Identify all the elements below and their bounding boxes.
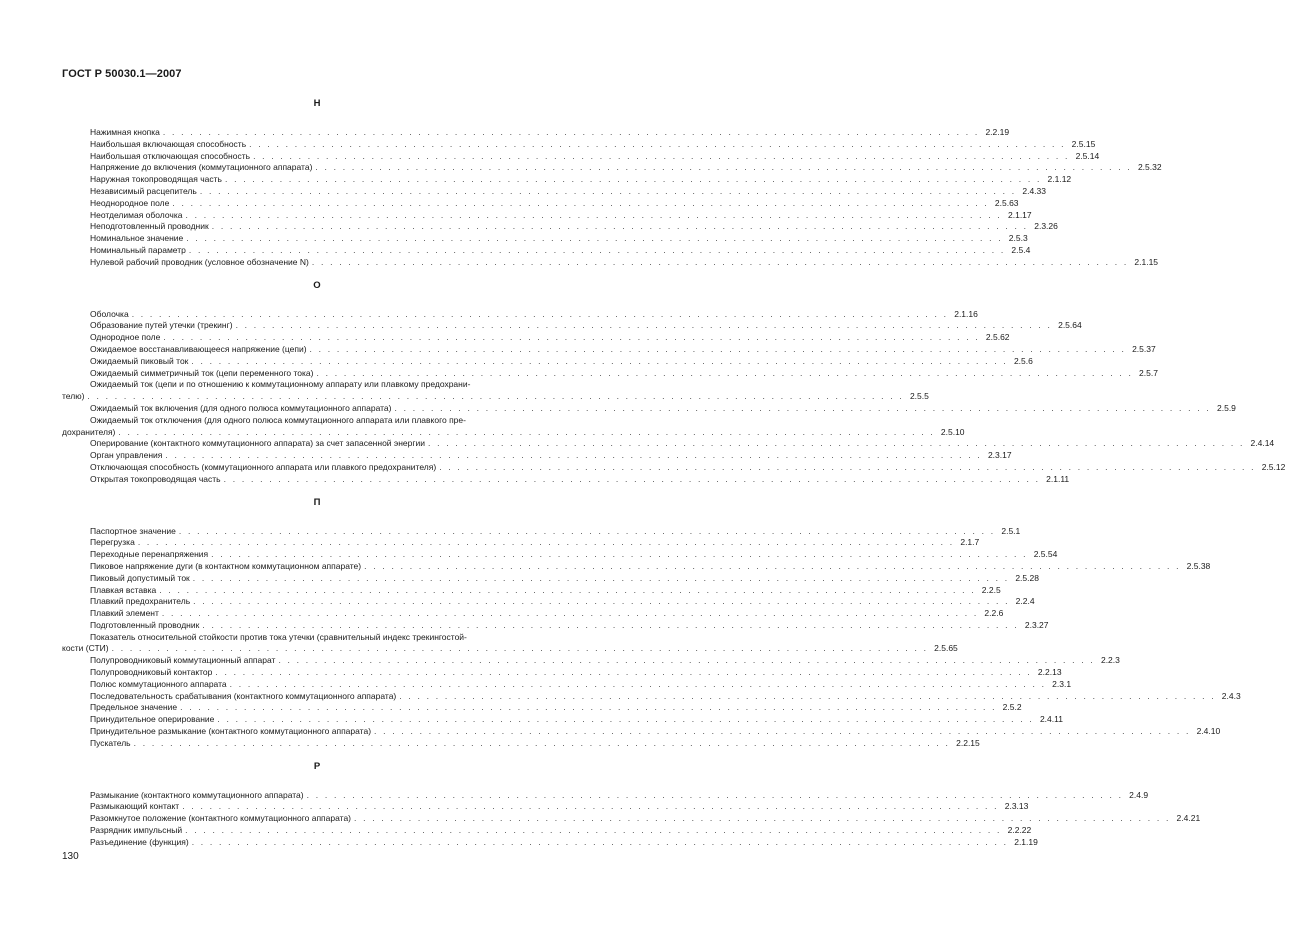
entry-term: Плавкий предохранитель	[90, 596, 191, 607]
entry-reference: 2.5.64	[1058, 320, 1082, 331]
entry-reference: 2.5.54	[1033, 549, 1058, 560]
leader-dots: . . . . . . . . . . . . . . . . . . . . . . . . . . . . . . . . . . . . . . . . . . . . . . . . . . . . . . . . . . . . . . . . . . . . . . . . . . . . . . . . . . . . . . . . . .	[178, 525, 996, 536]
index-entry	[62, 631, 958, 656]
entry-reference: 2.5.10	[940, 426, 965, 437]
entry-reference: 2.5.9	[1217, 402, 1236, 413]
leader-dots: . . . . . . . . . . . . . . . . . . . . . . . . . . . . . . . . . . . . . . . . . . . . . . . . . . . . . . . . . . . . . . . . . . . . . . . . . . . . . . . . . . . . . . . . . .	[211, 549, 1028, 560]
entry-term: Неоднородное поле	[90, 197, 170, 208]
leader-dots: . . . . . . . . . . . . . . . . . . . . . . . . . . . . . . . . . . . . . . . . . . . . . . . . . . . . . . . . . . . . . . . . . . . . . . . . . . . . . . . . . . . . . . . . . .	[159, 584, 976, 595]
entry-term: Разъединение (функция)	[90, 836, 189, 847]
leader-dots: . . . . . . . . . . . . . . . . . . . . . . . . . . . . . . . . . . . . . . . . . . . . . . . . . . . . . . . . . . . . . . . . . . . . . . . . . . . . . . . . . . . . . . . . . .	[223, 473, 1041, 484]
alphabetical-index	[62, 93, 1286, 859]
leader-dots: . . . . . . . . . . . . . . . . . . . . . . . . . . . . . . . . . . . . . . . . . . . . . . . . . . . . . . . . . . . . . . . . . . . . . . . . . . . . . . . . . . . . . . . . . .	[191, 355, 1008, 366]
leader-dots: . . . . . . . . . . . . . . . . . . . . . . . . . . . . . . . . . . . . . . . . . . . . . . . . . . . . . . . . . . . . . . . . . . . . . . . . . . . . . . . . . . . . . . . . . .	[211, 221, 1029, 232]
index-entry	[62, 185, 1046, 198]
entry-term: телю)	[62, 391, 85, 402]
entry-reference: 2.1.16	[954, 308, 978, 319]
entry-reference: 2.1.12	[1047, 174, 1072, 185]
leader-dots: . . . . . . . . . . . . . . . . . . . . . . . . . . . . . . . . . . . . . . . . . . . . . . . . . . . . . . . . . . . . . . . . . . . . . . . . . . . . . . . . . . . . . . . . . .	[202, 619, 1019, 630]
entry-term: Образование путей утечки (трекинг)	[90, 320, 233, 331]
leader-dots: . . . . . . . . . . . . . . . . . . . . . . . . . . . . . . . . . . . . . . . . . . . . . . . . . . . . . . . . . . . . . . . . . . . . . . . . . . . . . . . . . . . . . . . . . .	[186, 233, 1003, 244]
entry-term: Предельное значение	[90, 702, 178, 713]
entry-term: Наружная токопроводящая часть	[90, 174, 222, 185]
index-entry	[62, 655, 1120, 667]
entry-term: Пиковое напряжение дуги (в контактном коммутационном аппарате)	[90, 560, 362, 571]
entry-reference: 2.3.13	[1004, 801, 1029, 812]
leader-dots: . . . . . . . . . . . . . . . . . . . . . . . . . . . . . . . . . . . . . . . . . . . . . . . . . . . . . . . . . . . . . . . . . . . . . . . . . . . . . . . . . . . . . . . . . .	[191, 836, 1009, 847]
index-entry	[62, 596, 1035, 608]
leader-dots: . . . . . . . . . . . . . . . . . . . . . . . . . . . . . . . . . . . . . . . . . . . . . . . . . . . . . . . . . . . . . . . . . . . . . . . . . . . . . . . . . . . . . . . . . .	[235, 320, 1053, 331]
index-entry	[62, 678, 1072, 691]
index-entry	[62, 726, 1221, 738]
entry-term: Наибольшая отключающая способность	[90, 150, 251, 161]
index-entry	[62, 619, 1049, 632]
entry-reference: 2.5.28	[1015, 572, 1039, 583]
entry-term: Размыкание (контактного коммутационного аппарата)	[90, 789, 304, 800]
entry-reference: 2.5.65	[934, 643, 958, 654]
entry-reference: 2.1.19	[1014, 836, 1038, 847]
entry-reference: 2.5.5	[909, 391, 929, 402]
entry-reference: 2.5.63	[994, 197, 1019, 208]
entry-reference: 2.4.3	[1221, 690, 1241, 701]
entry-term: Ожидаемый пиковый ток	[90, 355, 189, 366]
index-section	[62, 279, 1286, 486]
leader-dots: . . . . . . . . . . . . . . . . . . . . . . . . . . . . . . . . . . . . . . . . . . . . . . . . . . . . . . . . . . . . . . . . . . . . . . . . . . . . . . . . . . . . . . . . . .	[316, 367, 1134, 378]
entry-term: Номинальный параметр	[90, 244, 186, 255]
index-entry	[62, 667, 1062, 679]
index-entry	[62, 197, 1019, 210]
leader-dots: . . . . . . . . . . . . . . . . . . . . . . . . . . . . . . . . . . . . . . . . . . . . . . . . . . . . . . . . . . . . . . . . . . . . . . . . . . . . . . . . . . . . . . . . . .	[133, 737, 951, 748]
leader-dots: . . . . . . . . . . . . . . . . . . . . . . . . . . . . . . . . . . . . . . . . . . . . . . . . . . . . . . . . . . . . . . . . . . . . . . . . . . . . . . . . . . . . . . . . . .	[309, 343, 1127, 354]
entry-term: Разомкнутое положение (контактного коммутационного аппарата)	[90, 813, 352, 824]
entry-continuation	[62, 426, 965, 439]
entry-reference: 2.2.6	[984, 608, 1004, 619]
entry-reference: 2.2.4	[1015, 596, 1035, 607]
entry-reference: 2.5.37	[1132, 343, 1156, 354]
entry-term: Пиковый допустимый ток	[90, 572, 190, 583]
entry-term: Плавкая вставка	[90, 584, 157, 595]
leader-dots: . . . . . . . . . . . . . . . . . . . . . . . . . . . . . . . . . . . . . . . . . . . . . . . . . . . . . . . . . . . . . . . . . . . . . . . . . . . . . . . . . . . . . . . . . .	[374, 726, 1191, 737]
index-entry	[62, 343, 1156, 356]
index-entry	[62, 355, 1033, 368]
entry-term: Наибольшая включающая способность	[90, 138, 247, 149]
index-entry	[62, 789, 1149, 802]
entry-reference: 2.4.33	[1022, 185, 1046, 196]
index-entry	[62, 127, 1010, 139]
entry-reference: 2.5.38	[1186, 560, 1211, 571]
entry-term: Перегрузка	[90, 537, 135, 548]
leader-dots: . . . . . . . . . . . . . . . . . . . . . . . . . . . . . . . . . . . . . . . . . . . . . . . . . . . . . . . . . . . . . . . . . . . . . . . . . . . . . . . . . . . . . . . . . .	[185, 209, 1002, 220]
entry-reference: 2.2.3	[1100, 655, 1120, 666]
leader-dots: . . . . . . . . . . . . . . . . . . . . . . . . . . . . . . . . . . . . . . . . . . . . . . . . . . . . . . . . . . . . . . . . . . . . . . . . . . . . . . . . . . . . . . . . . .	[180, 702, 997, 713]
index-entry	[62, 308, 978, 321]
entry-reference: 2.5.1	[1001, 525, 1021, 536]
index-entry	[62, 244, 1031, 257]
entry-reference: 2.3.17	[987, 450, 1012, 461]
index-section	[62, 496, 1241, 750]
index-entry	[62, 572, 1039, 585]
entry-term-line: Показатель относительной стойкости против тока утечки (сравнительный индекс трекингостой-	[90, 631, 467, 642]
leader-dots: . . . . . . . . . . . . . . . . . . . . . . . . . . . . . . . . . . . . . . . . . . . . . . . . . . . . . . . . . . . . . . . . . . . . . . . . . . . . . . . . . . . . . . . . . .	[162, 127, 980, 137]
entry-term: Ожидаемое восстанавливающееся напряжение (цепи)	[90, 343, 307, 354]
leader-dots: . . . . . . . . . . . . . . . . . . . . . . . . . . . . . . . . . . . . . . . . . . . . . . . . . . . . . . . . . . . . . . . . . . . . . . . . . . . . . . . . . . . . . . . . . .	[364, 560, 1181, 571]
index-entry	[62, 702, 1022, 714]
leader-dots: . . . . . . . . . . . . . . . . . . . . . . . . . . . . . . . . . . . . . . . . . . . . . . . . . . . . . . . . . . . . . . . . . . . . . . . . . . . . . . . . . . . . . . . . . .	[131, 308, 949, 319]
entry-term: Независимый расцепитель	[90, 185, 197, 196]
index-entry	[62, 438, 1275, 450]
leader-dots: . . . . . . . . . . . . . . . . . . . . . . . . . . . . . . . . . . . . . . . . . . . . . . . . . . . . . . . . . . . . . . . . . . . . . . . . . . . . . . . . . . . . . . . . . .	[354, 813, 1171, 824]
leader-dots: . . . . . . . . . . . . . . . . . . . . . . . . . . . . . . . . . . . . . . . . . . . . . . . . . . . . . . . . . . . . . . . . . . . . . . . . . . . . . . . . . . . . . . . . . .	[87, 391, 904, 402]
leader-dots: . . . . . . . . . . . . . . . . . . . . . . . . . . . . . . . . . . . . . . . . . . . . . . . . . . . . . . . . . . . . . . . . . . . . . . . . . . . . . . . . . . . . . . . . . .	[193, 596, 1010, 607]
entry-term: Открытая токопроводящая часть	[90, 473, 221, 484]
leader-dots: . . . . . . . . . . . . . . . . . . . . . . . . . . . . . . . . . . . . . . . . . . . . . . . . . . . . . . . . . . . . . . . . . . . . . . . . . . . . . . . . . . . . . . . . . .	[253, 150, 1070, 161]
entry-term: Полупроводниковый контактор	[90, 667, 213, 678]
entry-term: Номинальное значение	[90, 233, 184, 244]
entry-reference: 2.1.15	[1134, 256, 1159, 267]
index-entry	[62, 825, 1032, 837]
entry-term: Нажимная кнопка	[90, 127, 160, 137]
leader-dots: . . . . . . . . . . . . . . . . . . . . . . . . . . . . . . . . . . . . . . . . . . . . . . . . . . . . . . . . . . . . . . . . . . . . . . . . . . . . . . . . . . . . . . . . . .	[439, 461, 1256, 472]
entry-term-line: Ожидаемый ток отключения (для одного полюса коммутационного аппарата или плавкого пре-	[90, 414, 466, 425]
index-section	[62, 760, 1201, 849]
index-entry	[62, 221, 1058, 233]
leader-dots: . . . . . . . . . . . . . . . . . . . . . . . . . . . . . . . . . . . . . . . . . . . . . . . . . . . . . . . . . . . . . . . . . . . . . . . . . . . . . . . . . . . . . . . . . .	[172, 197, 989, 208]
entry-term: Оперирование (контактного коммутационного аппарата) за счет запасенной энергии	[90, 438, 425, 449]
leader-dots: . . . . . . . . . . . . . . . . . . . . . . . . . . . . . . . . . . . . . . . . . . . . . . . . . . . . . . . . . . . . . . . . . . . . . . . . . . . . . . . . . . . . . . . . . .	[215, 667, 1032, 678]
leader-dots: . . . . . . . . . . . . . . . . . . . . . . . . . . . . . . . . . . . . . . . . . . . . . . . . . . . . . . . . . . . . . . . . . . . . . . . . . . . . . . . . . . . . . . . . . .	[428, 438, 1245, 449]
entry-reference: 2.3.27	[1024, 619, 1049, 630]
entry-term: дохранителя)	[62, 426, 116, 437]
entry-reference: 2.5.12	[1261, 461, 1286, 472]
entry-reference: 2.1.7	[960, 537, 980, 548]
leader-dots: . . . . . . . . . . . . . . . . . . . . . . . . . . . . . . . . . . . . . . . . . . . . . . . . . . . . . . . . . . . . . . . . . . . . . . . . . . . . . . . . . . . . . . . . . .	[199, 185, 1017, 196]
entry-term: Однородное поле	[90, 332, 161, 343]
index-entry	[62, 525, 1021, 538]
index-entry	[62, 537, 980, 549]
entry-reference: 2.4.10	[1196, 726, 1221, 737]
index-entry	[62, 801, 1029, 813]
entry-term: Отключающая способность (коммутационного аппарата или плавкого предохранителя)	[90, 461, 437, 472]
entry-reference: 2.5.4	[1011, 244, 1031, 255]
index-entry	[62, 450, 1012, 462]
index-entry	[62, 549, 1058, 561]
entry-reference: 2.4.21	[1176, 813, 1201, 824]
entry-term: Оболочка	[90, 308, 129, 319]
entry-term: Полюс коммутационного аппарата	[90, 678, 227, 689]
index-entry	[62, 714, 1063, 726]
entry-term: Ожидаемый ток включения (для одного полюса коммутационного аппарата)	[90, 402, 392, 413]
entry-reference: 2.1.11	[1046, 473, 1070, 484]
index-entry	[62, 690, 1241, 703]
index-entry	[62, 162, 1162, 174]
index-entry	[62, 379, 929, 403]
entry-term: Неподготовленный проводник	[90, 221, 209, 232]
leader-dots: . . . . . . . . . . . . . . . . . . . . . . . . . . . . . . . . . . . . . . . . . . . . . . . . . . . . . . . . . . . . . . . . . . . . . . . . . . . . . . . . . . . . . . . . . .	[161, 608, 979, 619]
index-entry	[62, 332, 1010, 344]
entry-reference: 2.5.14	[1075, 150, 1100, 161]
index-entry	[62, 584, 1001, 597]
entry-term: Принудительное оперирование	[90, 714, 215, 725]
entry-term: Последовательность срабатывания (контактного коммутационного аппарата)	[90, 690, 397, 701]
index-entry	[62, 367, 1158, 380]
index-entry	[62, 836, 1038, 849]
entry-continuation	[62, 643, 958, 655]
index-entry	[62, 473, 1070, 486]
leader-dots: . . . . . . . . . . . . . . . . . . . . . . . . . . . . . . . . . . . . . . . . . . . . . . . . . . . . . . . . . . . . . . . . . . . . . . . . . . . . . . . . . . . . . . . . . .	[163, 332, 980, 343]
leader-dots: . . . . . . . . . . . . . . . . . . . . . . . . . . . . . . . . . . . . . . . . . . . . . . . . . . . . . . . . . . . . . . . . . . . . . . . . . . . . . . . . . . . . . . . . . .	[278, 655, 1095, 666]
entry-term: Полупроводниковый коммутационный аппарат	[90, 655, 276, 666]
entry-reference: 2.2.13	[1037, 667, 1062, 678]
entry-reference: 2.2.22	[1007, 825, 1032, 836]
leader-dots: . . . . . . . . . . . . . . . . . . . . . . . . . . . . . . . . . . . . . . . . . . . . . . . . . . . . . . . . . . . . . . . . . . . . . . . . . . . . . . . . . . . . . . . . . .	[224, 174, 1042, 185]
entry-reference: 2.2.15	[956, 737, 980, 748]
entry-term: Паспортное значение	[90, 525, 176, 536]
entry-term: Плавкий элемент	[90, 608, 159, 619]
leader-dots: . . . . . . . . . . . . . . . . . . . . . . . . . . . . . . . . . . . . . . . . . . . . . . . . . . . . . . . . . . . . . . . . . . . . . . . . . . . . . . . . . . . . . . . . . .	[111, 643, 929, 654]
entry-reference: 2.1.17	[1008, 209, 1032, 220]
entry-term: Пускатель	[90, 737, 131, 748]
entry-reference: 2.3.1	[1052, 678, 1072, 689]
standard-title: ГОСТ Р 50030.1—2007	[62, 68, 182, 80]
entry-reference: 2.5.2	[1002, 702, 1022, 713]
leader-dots: . . . . . . . . . . . . . . . . . . . . . . . . . . . . . . . . . . . . . . . . . . . . . . . . . . . . . . . . . . . . . . . . . . . . . . . . . . . . . . . . . . . . . . . . . .	[394, 402, 1211, 413]
leader-dots: . . . . . . . . . . . . . . . . . . . . . . . . . . . . . . . . . . . . . . . . . . . . . . . . . . . . . . . . . . . . . . . . . . . . . . . . . . . . . . . . . . . . . . . . . .	[217, 714, 1034, 725]
entry-term: Неотделимая оболочка	[90, 209, 183, 220]
index-entry	[62, 737, 980, 750]
index-entry	[62, 138, 1096, 151]
leader-dots: . . . . . . . . . . . . . . . . . . . . . . . . . . . . . . . . . . . . . . . . . . . . . . . . . . . . . . . . . . . . . . . . . . . . . . . . . . . . . . . . . . . . . . . . . .	[118, 426, 935, 437]
entry-term-line: Ожидаемый ток (цепи и по отношению к коммутационному аппарату или плавкому предохрани-	[90, 379, 471, 390]
index-entry	[62, 233, 1028, 245]
page-number: 130	[62, 851, 79, 862]
entry-term: Принудительное размыкание (контактного коммутационного аппарата)	[90, 726, 372, 737]
section-letter: П	[313, 496, 321, 508]
index-entry	[62, 320, 1082, 332]
leader-dots: . . . . . . . . . . . . . . . . . . . . . . . . . . . . . . . . . . . . . . . . . . . . . . . . . . . . . . . . . . . . . . . . . . . . . . . . . . . . . . . . . . . . . . . . . .	[399, 690, 1216, 701]
section-letter: Н	[313, 98, 321, 109]
leader-dots: . . . . . . . . . . . . . . . . . . . . . . . . . . . . . . . . . . . . . . . . . . . . . . . . . . . . . . . . . . . . . . . . . . . . . . . . . . . . . . . . . . . . . . . . . .	[249, 138, 1066, 149]
index-entry	[62, 174, 1072, 186]
entry-reference: 2.3.26	[1034, 221, 1058, 232]
entry-reference: 2.2.5	[981, 584, 1001, 595]
entry-term: кости (СТИ)	[62, 643, 109, 654]
index-entry	[62, 608, 1004, 620]
entry-reference: 2.4.14	[1250, 438, 1275, 449]
entry-term: Напряжение до включения (коммутационного аппарата)	[90, 162, 313, 173]
entry-reference: 2.5.7	[1139, 367, 1158, 378]
entry-reference: 2.5.62	[985, 332, 1010, 343]
section-letter: О	[313, 279, 321, 291]
leader-dots: . . . . . . . . . . . . . . . . . . . . . . . . . . . . . . . . . . . . . . . . . . . . . . . . . . . . . . . . . . . . . . . . . . . . . . . . . . . . . . . . . . . . . . . . . .	[306, 789, 1124, 800]
entry-term: Размыкающий контакт	[90, 801, 180, 812]
entry-reference: 2.4.9	[1129, 789, 1149, 800]
leader-dots: . . . . . . . . . . . . . . . . . . . . . . . . . . . . . . . . . . . . . . . . . . . . . . . . . . . . . . . . . . . . . . . . . . . . . . . . . . . . . . . . . . . . . . . . . .	[185, 825, 1002, 836]
index-entry	[62, 402, 1236, 415]
entry-term: Ожидаемый симметричный ток (цепи переменного тока)	[90, 367, 314, 378]
entry-term: Подготовленный проводник	[90, 619, 200, 630]
index-entry	[62, 813, 1201, 825]
entry-term: Нулевой рабочий проводник (условное обозначение N)	[90, 256, 309, 267]
leader-dots: . . . . . . . . . . . . . . . . . . . . . . . . . . . . . . . . . . . . . . . . . . . . . . . . . . . . . . . . . . . . . . . . . . . . . . . . . . . . . . . . . . . . . . . . . .	[182, 801, 999, 812]
index-section	[62, 97, 1162, 269]
entry-term: Разрядник импульсный	[90, 825, 183, 836]
entry-reference: 2.4.11	[1039, 714, 1063, 725]
section-letter: Р	[313, 760, 321, 772]
leader-dots: . . . . . . . . . . . . . . . . . . . . . . . . . . . . . . . . . . . . . . . . . . . . . . . . . . . . . . . . . . . . . . . . . . . . . . . . . . . . . . . . . . . . . . . . . .	[165, 450, 982, 461]
leader-dots: . . . . . . . . . . . . . . . . . . . . . . . . . . . . . . . . . . . . . . . . . . . . . . . . . . . . . . . . . . . . . . . . . . . . . . . . . . . . . . . . . . . . . . . . . .	[188, 244, 1006, 255]
entry-reference: 2.5.15	[1071, 138, 1096, 149]
entry-continuation	[62, 391, 929, 403]
entry-reference: 2.2.19	[985, 127, 1010, 137]
index-entry	[62, 560, 1211, 573]
leader-dots: . . . . . . . . . . . . . . . . . . . . . . . . . . . . . . . . . . . . . . . . . . . . . . . . . . . . . . . . . . . . . . . . . . . . . . . . . . . . . . . . . . . . . . . . . .	[192, 572, 1010, 583]
entry-reference: 2.5.32	[1137, 162, 1162, 173]
index-entry	[62, 414, 965, 439]
index-entry	[62, 150, 1100, 163]
index-entry	[62, 461, 1286, 474]
leader-dots: . . . . . . . . . . . . . . . . . . . . . . . . . . . . . . . . . . . . . . . . . . . . . . . . . . . . . . . . . . . . . . . . . . . . . . . . . . . . . . . . . . . . . . . . . .	[229, 678, 1047, 689]
index-entry	[62, 209, 1032, 222]
leader-dots: . . . . . . . . . . . . . . . . . . . . . . . . . . . . . . . . . . . . . . . . . . . . . . . . . . . . . . . . . . . . . . . . . . . . . . . . . . . . . . . . . . . . . . . . . .	[315, 162, 1132, 173]
leader-dots: . . . . . . . . . . . . . . . . . . . . . . . . . . . . . . . . . . . . . . . . . . . . . . . . . . . . . . . . . . . . . . . . . . . . . . . . . . . . . . . . . . . . . . . . . .	[137, 537, 955, 548]
entry-term: Переходные перенапряжения	[90, 549, 209, 560]
entry-reference: 2.5.6	[1013, 355, 1033, 366]
entry-reference: 2.5.3	[1008, 233, 1028, 244]
entry-term: Орган управления	[90, 450, 163, 461]
index-entry	[62, 256, 1159, 269]
leader-dots: . . . . . . . . . . . . . . . . . . . . . . . . . . . . . . . . . . . . . . . . . . . . . . . . . . . . . . . . . . . . . . . . . . . . . . . . . . . . . . . . . . . . . . . . . .	[311, 256, 1129, 267]
